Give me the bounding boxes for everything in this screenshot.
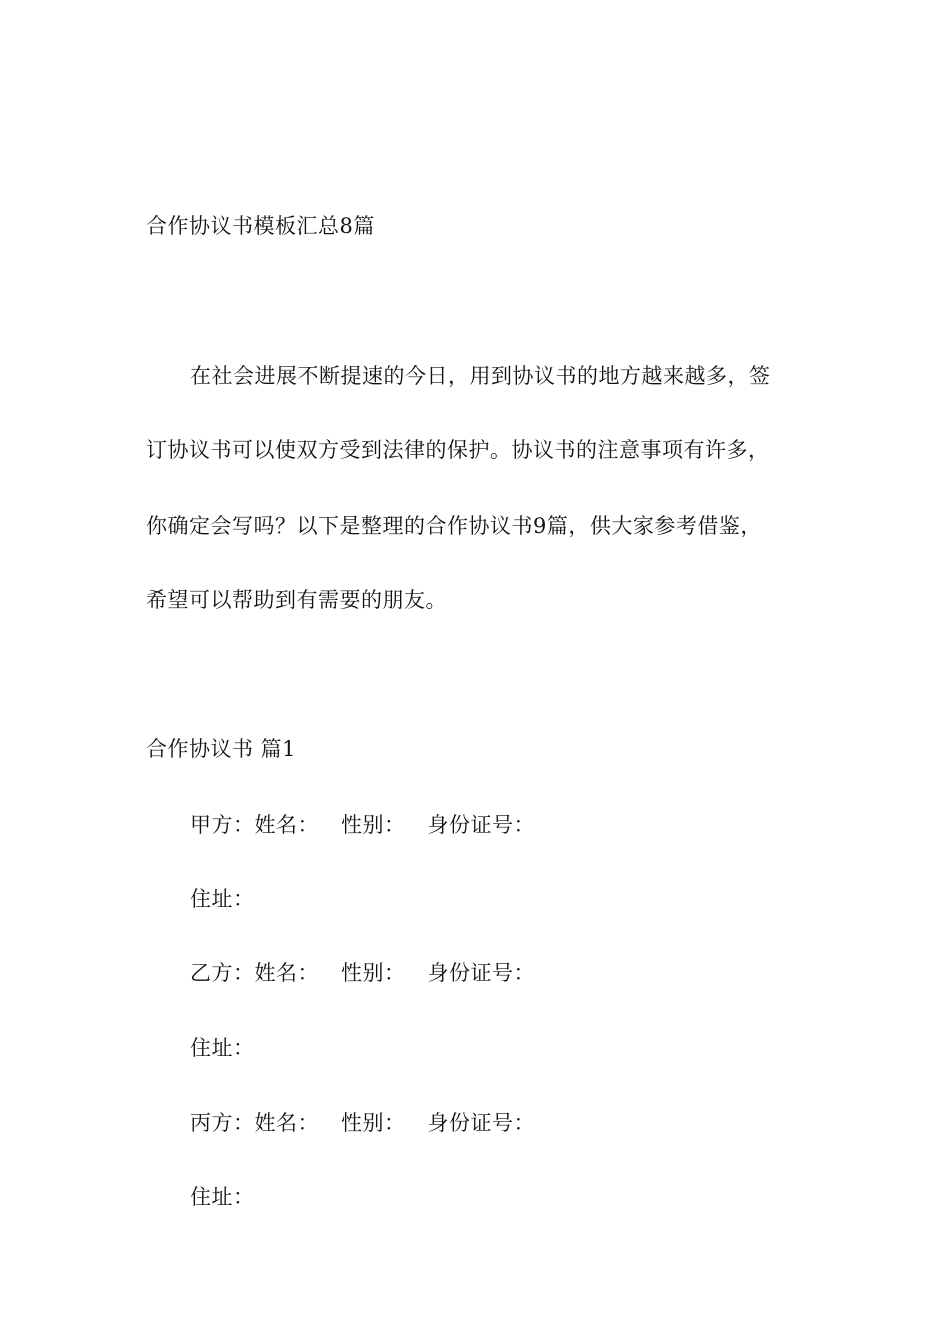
party-info-row	[190, 811, 535, 839]
address-label: 住址：	[190, 1036, 255, 1060]
document-title: 合作协议书模板汇总8篇	[146, 214, 375, 238]
name-label: 姓名：	[254, 813, 319, 837]
party-label: 丙方：	[190, 1111, 255, 1135]
party-info-row	[190, 959, 535, 987]
intro-line: 你确定会写吗？以下是整理的合作协议书9篇，供大家参考借鉴，	[146, 514, 762, 538]
intro-line: 订协议书可以使双方受到法律的保护。协议书的注意事项有许多，	[146, 438, 770, 462]
address-label: 住址：	[190, 887, 255, 911]
address-label: 住址：	[190, 1185, 255, 1209]
id-number-label: 身份证号：	[427, 1111, 535, 1135]
section-heading: 合作协议书 篇1	[146, 737, 297, 761]
id-number-label: 身份证号：	[427, 961, 535, 985]
party-label: 乙方：	[190, 961, 255, 985]
gender-label: 性别：	[341, 813, 406, 837]
name-label: 姓名：	[254, 961, 319, 985]
id-number-label: 身份证号：	[427, 813, 535, 837]
gender-label: 性别：	[341, 961, 406, 985]
intro-line: 希望可以帮助到有需要的朋友。	[146, 588, 447, 612]
gender-label: 性别：	[341, 1111, 406, 1135]
party-label: 甲方：	[190, 813, 255, 837]
intro-line: 在社会进展不断提速的今日，用到协议书的地方越来越多，签	[190, 364, 771, 388]
party-info-row	[190, 1109, 535, 1137]
name-label: 姓名：	[254, 1111, 319, 1135]
